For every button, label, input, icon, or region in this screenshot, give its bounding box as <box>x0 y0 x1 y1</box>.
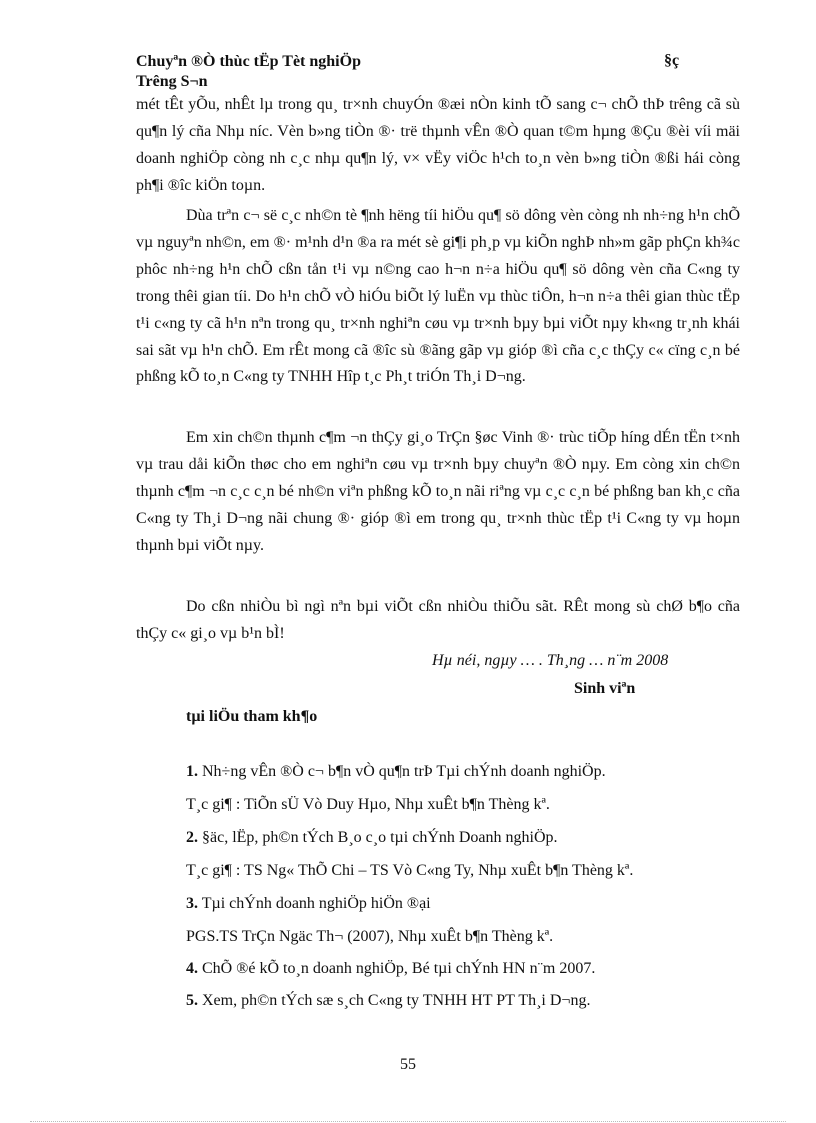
reference-item: T¸c gi¶ : TS Ng« ThÕ Chi – TS Vò C«ng Ty, Nhµ xuÊt b¶n Thèng kª. <box>186 862 634 879</box>
header-school: Trêng S¬n <box>136 73 208 90</box>
header-author: §ç <box>664 52 680 69</box>
page-edge-divider <box>30 1121 786 1122</box>
body-paragraph-2: Dùa trªn c¬ së c¸c nh©n tè ¶nh hëng tíi hiÖu qu¶ sö dông vèn còng nh nh÷ng h¹n chÕ vµ nguyªn nh©n, em ®· m¹nh d¹n ®a ra mét sè gi¶i ph¸p vµ kiÕn nghÞ nh»m gãp phÇn kh¾c phôc nh÷ng h¹n chÕ cßn tån t¹i vµ n©ng cao h¬n n÷a hiÖu qu¶ sö dông vèn cña C«ng ty trong thêi gian tíi. Do h¹n chÕ vÒ hiÓu biÕt lý luËn vµ thùc tiÔn, h¬n n÷a thêi gian thùc tËp t¹i c«ng ty cã h¹n nªn trong qu¸ tr×nh nghiªn cøu vµ tr×nh bµy bµi viÕt nµy kh«ng tr¸nh khái sai sãt vµ h¹n chÕ. Em rÊt mong cã ®îc sù ®ãng gãp vµ gióp ®ì cña c¸c thÇy c« cïng c¸n bé phßng kÕ to¸n C«ng ty TNHH Hîp t¸c Ph¸t triÓn Th¸i D¬ng. <box>136 207 740 386</box>
reference-item: 4. ChÕ ®é kÕ to¸n doanh nghiÖp, Bé tµi chÝnh HN n¨m 2007. <box>186 960 596 977</box>
reference-item: 2. §äc, lËp, ph©n tÝch B¸o c¸o tµi chÝnh Doanh nghiÖp. <box>186 829 558 846</box>
reference-item: PGS.TS TrÇn Ngäc Th¬ (2007), Nhµ xuÊt b¶n Thèng kª. <box>186 928 554 945</box>
signature-name: Sinh viªn <box>574 680 636 697</box>
body-paragraph-3: Em xin ch©n thµnh c¶m ¬n thÇy gi¸o TrÇn §øc Vinh ®· trùc tiÕp híng dÉn tËn t×nh vµ trau dåi kiÕn thøc cho em nghiªn cøu vµ tr×nh bµy chuyªn ®Ò nµy. Em còng xin ch©n thµnh c¶m ¬n c¸c c¸n bé nh©n viªn phßng kÕ to¸n nãi riªng vµ c¸c c¸n bé phßng ban kh¸c cña C«ng ty Th¸i D¬ng nãi chung ®· gióp ®ì em trong qu¸ tr×nh thùc tËp t¹i C«ng ty vµ hoµn thµnh bµi viÕt nµy. <box>136 429 740 554</box>
reference-item: T¸c gi¶ : TiÕn sÜ Vò Duy Hµo, Nhµ xuÊt b¶n Thèng kª. <box>186 796 550 813</box>
header-title: Chuyªn ®Ò thùc tËp Tèt nghiÖp <box>136 53 361 70</box>
page-number: 55 <box>400 1056 416 1073</box>
reference-item: 1. Nh÷ng vÊn ®Ò c¬ b¶n vÒ qu¶n trÞ Tµi chÝnh doanh nghiÖp. <box>186 763 606 780</box>
references-title: tµi liÖu tham kh¶o <box>186 708 318 725</box>
body-paragraph-4: Do cßn nhiÒu bì ngì nªn bµi viÕt cßn nhiÒu thiÕu sãt. RÊt mong sù chØ b¶o cña thÇy c« gi¸o vµ b¹n bÌ! <box>136 598 740 642</box>
reference-item: 3. Tµi chÝnh doanh nghiÖp hiÖn ®ại <box>186 895 431 912</box>
signature-date: Hµ néi, ngµy … . Th¸ng … n¨m 2008 <box>432 652 669 669</box>
body-paragraph-1: mét tÊt yÕu, nhÊt lµ trong qu¸ tr×nh chuyÓn ®æi nÒn kinh tÕ sang c¬ chÕ thÞ trêng cã sù qu¶n lý cña Nhµ níc. Vèn b»ng tiÒn ®· trë thµnh vÊn ®Ò quan t©m hµng ®Çu ®èi víi mäi doanh nghiÖp còng nh c¸c nhµ qu¶n lý, v× vËy viÖc h¹ch to¸n vèn b»ng tiÒn ®ßi hái còng ph¶i ®îc kiÖn toµn. <box>136 96 740 194</box>
reference-item: 5. Xem, ph©n tÝch sæ s¸ch C«ng ty TNHH HT PT Th¸i D¬ng. <box>186 992 591 1009</box>
